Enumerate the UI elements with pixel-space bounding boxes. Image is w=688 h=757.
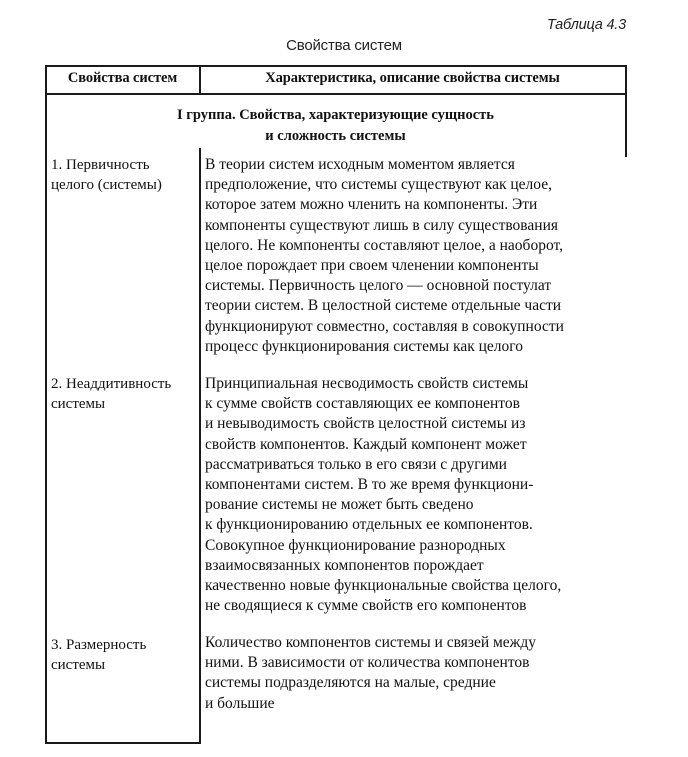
description-line: которое затем можно членить на компоненты. Эти (205, 196, 538, 214)
description-line: свойств компонентов. Каждый компонент может (205, 435, 527, 453)
property-description (205, 374, 625, 616)
property-name: 2. Неаддитивность системы (51, 376, 172, 412)
description-line: компоненты существуют лишь в силу существования (205, 216, 559, 234)
table-title: Свойства систем (286, 37, 402, 54)
description-line: Количество компонентов системы и связей между (205, 634, 537, 651)
description-line: целого. Не компоненты составляют целое, а наоборот, (205, 236, 563, 254)
header-description: Характеристика, описание свойства системы (265, 70, 560, 86)
header-divider (45, 93, 626, 95)
description-line: системы подразделяются на малые, средние (205, 674, 496, 692)
description-line: рование системы не может быть сведено (205, 496, 474, 514)
property-name: 1. Первичность целого (системы) (51, 157, 162, 193)
column-divider (199, 148, 201, 743)
description-line: предположение, что системы существуют как целое, (205, 176, 552, 194)
description-line: к функционированию отдельных ее компонентов. (205, 516, 533, 534)
table-border-bottom (45, 742, 201, 744)
property-description (205, 633, 625, 714)
description-line: взаимосвязанных компонентов порождает (205, 556, 484, 574)
group-heading-line-2: и сложность системы (265, 128, 406, 144)
description-line: процесс функционирования системы как целого (205, 337, 524, 355)
description-line: функционируют совместно, составляя в совокупности (205, 317, 564, 335)
description-line: Совокупное функционирование разнородных (205, 536, 506, 554)
description-line: качественно новые функциональные свойства целого, (205, 577, 562, 595)
description-line: к сумме свойств составляющих ее компонентов (205, 395, 520, 413)
table-border-left (45, 65, 47, 743)
description-line: теории систем. В целостной системе отдельные части (205, 297, 562, 315)
property-name: 3. Размерность системы (51, 637, 147, 673)
description-line: не сводящиеся к сумме свойств его компонентов (205, 597, 527, 615)
description-line: ними. В зависимости от количества компонентов (205, 654, 530, 672)
description-line: и большие (205, 694, 275, 712)
description-line: В теории систем исходным моментом является (205, 156, 515, 173)
header-property: Свойства систем (67, 70, 178, 86)
group-heading-line-1: I группа. Свойства, характеризующие сущность (177, 107, 494, 123)
table-number-caption: Таблица 4.3 (546, 17, 626, 33)
description-line: рассматриваться только в его связи с другими (205, 455, 507, 473)
property-description (205, 155, 625, 357)
description-line: системы. Первичность целого — основной постулат (205, 277, 552, 295)
description-line: целое порождает при своем членении компоненты (205, 257, 539, 275)
description-line: Принципиальная несводимость свойств системы (205, 375, 529, 392)
description-line: компонентами систем. В то же время функциони- (205, 476, 534, 494)
description-line: и невыводимость свойств целостной системы из (205, 415, 526, 433)
table-border-top (45, 65, 626, 67)
group-heading (45, 105, 626, 147)
